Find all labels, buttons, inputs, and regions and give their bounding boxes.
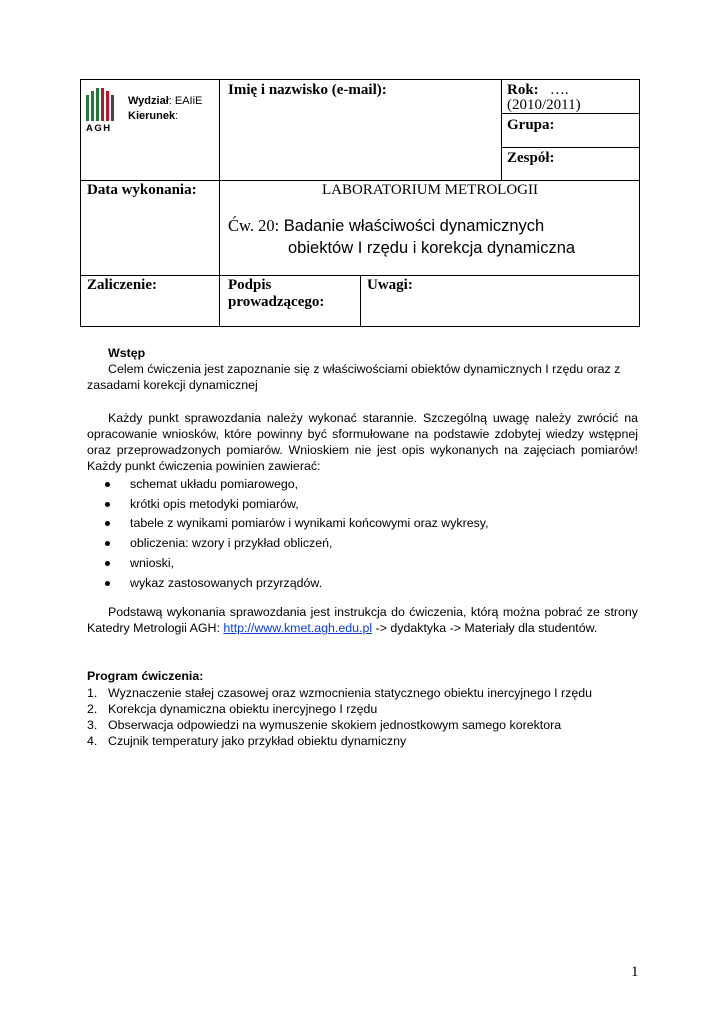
list-item: 4. Czujnik temperatury jako przykład obiektu dynamiczny <box>87 734 407 748</box>
program-heading: Program ćwiczenia: <box>87 669 204 683</box>
imie-label: Imię i nazwisko (e-mail): <box>228 82 387 98</box>
kierunek-colon: : <box>175 110 179 122</box>
grupa-zespol-divider <box>501 147 640 148</box>
intro-line-1: Celem ćwiczenia jest zapoznanie się z właściwościami obiektów dynamicznych I rzędu oraz z <box>108 362 621 376</box>
grupa-label: Grupa: <box>507 117 555 133</box>
intro-heading: Wstęp <box>108 346 146 360</box>
bullet-icon <box>105 561 110 566</box>
report-line-1: Każdy punkt sprawozdania należy wykonać starannie. Szczególną uwagę należy zwrócić na <box>108 411 638 425</box>
intro-line-2: zasadami korekcji dynamicznej <box>87 378 258 392</box>
exercise-title-1: Badanie właściwości dynamicznych <box>283 217 545 235</box>
data-wykonania-label: Data wykonania: <box>87 182 197 198</box>
col-divider-2 <box>501 79 502 181</box>
rok-label: Rok: <box>507 82 539 98</box>
podpis-label-2: prowadzącego: <box>228 294 325 310</box>
header-table <box>80 79 640 327</box>
list-item: schemat układu pomiarowego, <box>100 475 489 495</box>
list-item: 3. Obserwacja odpowiedzi na wymuszenie skokiem jednostkowym samego korektora <box>87 718 562 732</box>
uwagi-label: Uwagi: <box>367 277 413 293</box>
bullet-icon <box>105 482 110 487</box>
bullet-icon <box>105 541 110 546</box>
table-border-right <box>639 79 640 327</box>
kierunek-label: Kierunek <box>128 110 176 122</box>
table-border-top <box>80 79 640 80</box>
wydzial-label: Wydział <box>128 95 169 107</box>
col-divider-3 <box>360 275 361 327</box>
col-divider-1 <box>219 79 220 327</box>
exercise-title-2: obiektów I rzędu i korekcja dynamiczna <box>288 239 576 257</box>
report-bullet-list <box>100 475 489 593</box>
program-list <box>87 685 592 749</box>
list-item: 1. Wyznaczenie stałej czasowej oraz wzmocnienia statycznego obiektu inercyjnego I rzędu <box>87 686 593 700</box>
list-item: wnioski, <box>100 554 489 574</box>
kierunek-line <box>128 109 178 124</box>
rok-years: (2010/2011) <box>507 97 581 113</box>
page-number: 1 <box>631 964 639 980</box>
wydzial-value: : EAIiE <box>168 95 203 107</box>
zaliczenie-label: Zaliczenie: <box>87 277 157 293</box>
podpis-label-1: Podpis <box>228 277 272 293</box>
report-line-3: oraz przeprowadzonych pomiarów. Wnioskiem nie jest opis wykonanych na zajęciach pomiarów! <box>87 443 638 457</box>
bullet-icon <box>105 502 110 507</box>
exercise-title-line1 <box>228 216 544 236</box>
list-item: obliczenia: wzory i przykład obliczeń, <box>100 534 489 554</box>
list-item: krótki opis metodyki pomiarów, <box>100 495 489 515</box>
bullet-icon <box>105 521 110 526</box>
bullet-icon <box>105 581 110 586</box>
kmet-link[interactable]: http://www.kmet.agh.edu.pl <box>223 621 373 635</box>
wydzial-line <box>128 94 202 109</box>
report-line-4: Każdy punkt ćwiczenia powinien zawierać: <box>87 459 321 473</box>
logo-text: AGH <box>86 123 112 134</box>
exercise-prefix: Ćw. 20: <box>228 216 280 235</box>
zespol-label: Zespół: <box>507 150 555 166</box>
basis-line-2: Katedry Metrologii AGH: http://www.kmet.agh.edu.pl -> dydaktyka -> Materiały dla studentów. <box>87 621 598 635</box>
list-item: tabele z wynikami pomiarów i wynikami końcowymi oraz wykresy, <box>100 514 489 534</box>
rok-value: …. <box>549 82 569 98</box>
basis-line-1: Podstawą wykonania sprawozdania jest instrukcja do ćwiczenia, którą można pobrać ze strony <box>108 605 638 619</box>
row-divider-1 <box>80 180 640 181</box>
table-border-left <box>80 79 81 327</box>
report-line-2: opracowanie wniosków, które powinny być sformułowane na podstawie zdobytej wiedzy wstępnej <box>87 427 638 441</box>
list-item: 2. Korekcja dynamiczna obiektu inercyjnego I rzędu <box>87 702 378 716</box>
list-item: wykaz zastosowanych przyrządów. <box>100 574 489 594</box>
lab-title: LABORATORIUM METROLOGII <box>322 182 538 198</box>
